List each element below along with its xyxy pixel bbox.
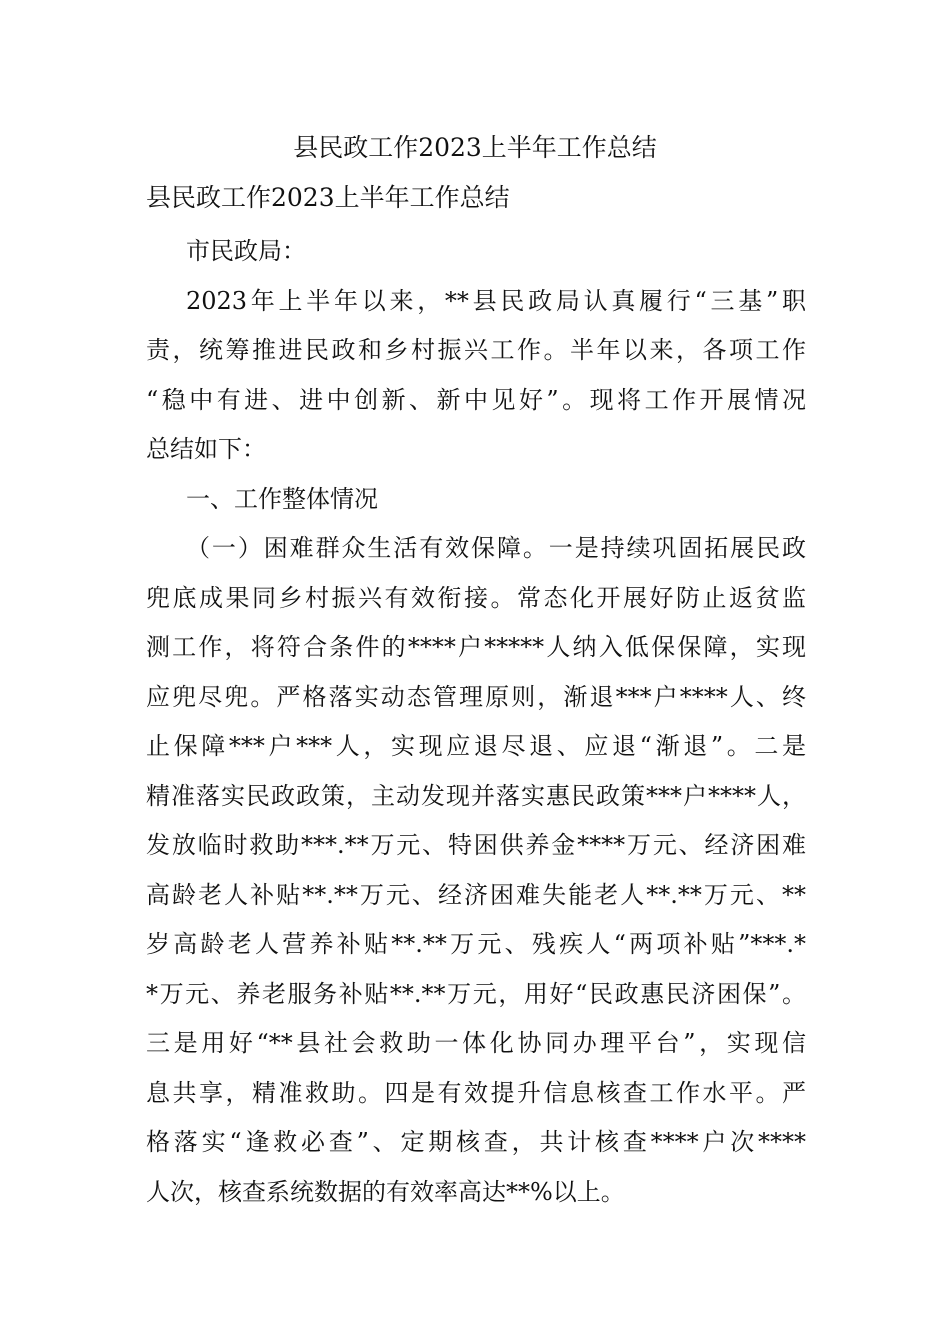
body-line: 一、工作整体情况 xyxy=(186,484,378,513)
body-line: 2023年上半年以来，**县民政局认真履行“三基”职 xyxy=(186,286,806,315)
body-line: 人次，核查系统数据的有效率高达**%以上。 xyxy=(146,1177,625,1206)
body-line: 发放临时救助***.**万元、特困供养金****万元、经济困难 xyxy=(146,831,806,859)
document-title: 县民政工作2023上半年工作总结 xyxy=(293,133,657,162)
body-line: *万元、养老服务补贴**.**万元，用好“民政惠民济困保”。 xyxy=(146,979,806,1008)
body-line: 息共享，精准救助。四是有效提升信息核查工作水平。严 xyxy=(146,1078,806,1107)
body-line: “稳中有进、进中创新、新中见好”。现将工作开展情况 xyxy=(146,385,806,414)
body-line: 高龄老人补贴**.**万元、经济困难失能老人**.**万元、** xyxy=(146,880,806,909)
body-line: 岁高龄老人营养补贴**.**万元、残疾人“两项补贴”***.* xyxy=(146,930,806,958)
body-line: 总结如下： xyxy=(146,435,266,463)
body-line: 测工作，将符合条件的****户*****人纳入低保保障，实现 xyxy=(146,633,806,661)
body-line: 责，统筹推进民政和乡村振兴工作。半年以来，各项工作 xyxy=(146,336,806,364)
body-line: 市民政局： xyxy=(186,237,306,265)
body-line: 兜底成果同乡村振兴有效衔接。常态化开展好防止返贫监 xyxy=(146,583,806,612)
body-line: 应兜尽兜。严格落实动态管理原则，渐退***户****人、终 xyxy=(146,682,806,711)
body-line: 精准落实民政政策，主动发现并落实惠民政策***户****人， xyxy=(146,781,806,810)
document-body xyxy=(146,227,806,1217)
document-subtitle: 县民政工作2023上半年工作总结 xyxy=(146,183,510,212)
body-line: 止保障***户***人，实现应退尽退、应退“渐退”。二是 xyxy=(146,732,806,760)
body-line: 格落实“逢救必查”、定期核查，共计核查****户次**** xyxy=(146,1128,806,1156)
body-line: 三是用好“**县社会救助一体化协同办理平台”，实现信 xyxy=(146,1029,806,1057)
body-line: （一）困难群众生活有效保障。一是持续巩固拓展民政 xyxy=(186,534,806,562)
